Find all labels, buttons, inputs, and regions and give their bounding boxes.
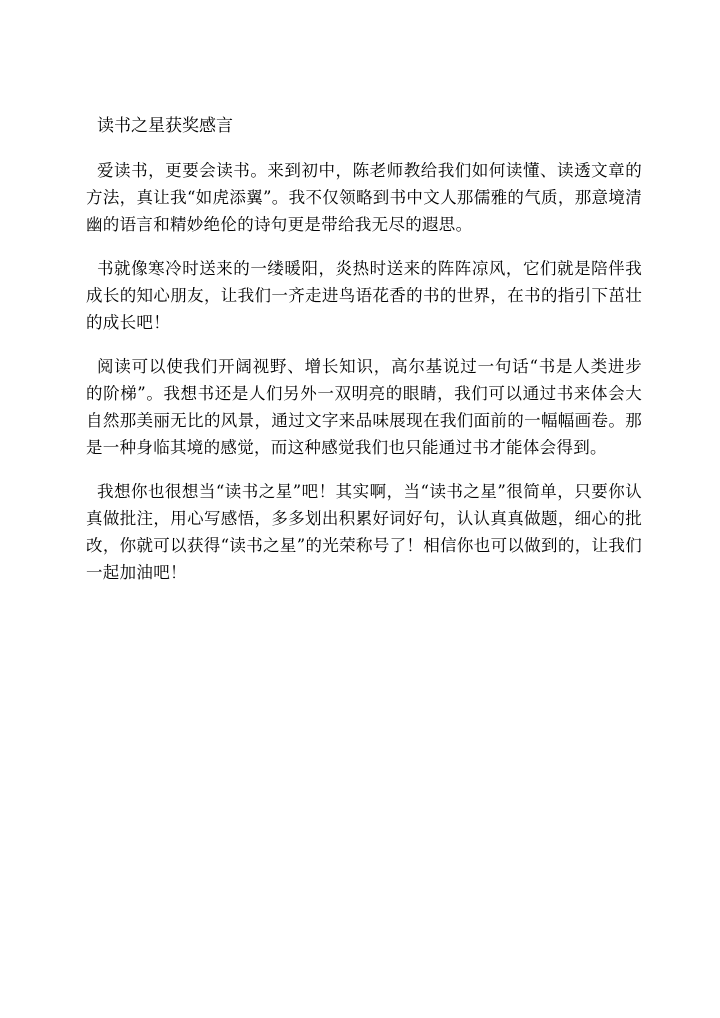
document-title: 读书之星获奖感言 [97, 116, 233, 136]
paragraph-4: 我想你也很想当“读书之星”吧！其实啊，当“读书之星”很简单，只要你认真做批注，用心写感悟，多多划出积累好词好句，认认真真做题，细心的批改，你就可以获得“读书之星”的光荣称号了！相信你也可以做到的，让我们一起加油吧！ [86, 482, 642, 582]
paragraph-3: 阅读可以使我们开阔视野、增长知识，高尔基说过一句话“书是人类进步的阶梯”。我想书还是人们另外一双明亮的眼睛，我们可以通过书来体会大自然那美丽无比的风景，通过文字来品味展现在我们面前的一幅幅画卷。那是一种身临其境的感觉，而这种感觉我们也只能通过书才能体会得到。 [86, 357, 642, 457]
paragraph-2: 书就像寒冷时送来的一缕暖阳，炎热时送来的阵阵凉风，它们就是陪伴我成长的知心朋友，让我们一齐走进鸟语花香的书的世界，在书的指引下茁壮的成长吧！ [86, 259, 642, 332]
paragraph-1: 爱读书，更要会读书。来到初中，陈老师教给我们如何读懂、读透文章的方法，真让我“如虎添翼”。我不仅领略到书中文人那儒雅的气质，那意境清幽的语言和精妙绝伦的诗句更是带给我无尽的遐思。 [86, 161, 642, 234]
document-body [86, 112, 642, 603]
